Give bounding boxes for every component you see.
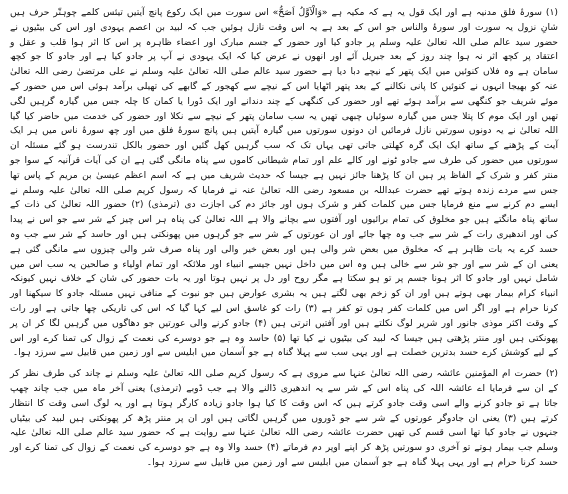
- commentary-paragraph-1: (۱) سورۂ فلق مدنیہ ہے اور ایک قول یہ ہے کہ مکیہ ہے «وَالْاَوَّلُ اَصَحُّ» اس سورت میں ایک رکوع پانچ آیتیں تیئس کلمے چوہتّر حرف ہیں شانِ نزول یہ سورت اور سورۂ والناس جو اس کے بعد ہے یہ اس وقت نازل ہوئیں جب کہ لبید بن اعصم یہودی اور اس کی بیٹیوں نے حضور سید عالم صلی اللہ تعالیٰ علیہ وسلم پر جادو کیا اور حضور کے جسم مبارک اور اعضاء ظاہرہ پر اس کا اثر ہوا قلب و عقل و اعتقاد پر کچھ اثر نہ ہوا چند روز کے بعد جبریل آئے اور انھوں نے عرض کیا کہ ایک یہودی نے آپ پر جادو کیا ہے اور جادو کا جو کچھ سامان ہے وہ فلاں کنوئیں میں ایک پتھر کے نیچے دبا دیا ہے حضور سید عالم صلی اللہ تعالیٰ علیہ وسلم نے علی مرتضیٰ رضی اللہ تعالیٰ عنہ کو بھیجا انہوں نے کنوئیں کا پانی نکالنے کے بعد پتھر اٹھایا اس کے نیچے سے کھجور کے گابھے کی تھیلی برآمد ہوئی اس میں حضور کے موئے شریف جو کنگھی سے برآمد ہوئے تھے اور حضور کی کنگھی کے چند دندانے اور ایک ڈورا یا کمان کا چلہ جس میں گیارہ گرہیں لگی تھیں اور ایک موم کا پتلا جس میں گیارہ سوئیاں چبھی تھیں یہ سب سامان پتھر کے نیچے سے نکلا اور حضور کی خدمت میں حاضر کیا گیا اللہ تعالیٰ نے یہ دونوں سورتیں نازل فرمائیں ان دونوں سورتوں میں گیارہ آیتیں ہیں پانچ سورۂ فلق میں اور چھ سورۂ ناس میں ہر ایک آیت کے پڑھنے کے ساتھ ایک ایک گرہ کھلتی جاتی تھی یہاں تک کہ سب گرہیں کھل گئیں اور حضور بالکل تندرست ہو گئے مسئلہ ان سورتوں میں حضور کی طرف سے جادو ٹونے اور کالے علم اور تمام شیطانی کاموں سے پناہ مانگی گئی ہے ان کی آیات قرآنیہ کے سوا جو منتر کفر و شرک کے الفاظ پر ہیں ان کا پڑھنا جائز نہیں ہے جیسا کہ حدیث شریف میں ہے کہ اسم اعظم عیسیٰ بن مریم کے پاس تھا جس سے مردے زندہ ہوتے تھے حضرت عبداللہ بن مسعود رضی اللہ تعالیٰ عنہ نے فرمایا کہ رسول کریم صلی اللہ تعالیٰ علیہ وسلم نے ایسے دم کرنے سے منع فرمایا جس میں کلمات کفر و شرک ہوں اور جائز دم کی اجازت دی (ترمذی) (۲) حضور اللہ تعالیٰ کی ذات کے ساتھ پناہ مانگتے ہیں جو مخلوق کی تمام برائیوں اور آفتوں سے بچانے والا ہے اللہ تعالیٰ کی پناہ ہر اس چیز کے شر سے جو اس نے پیدا کی اور اندھیری رات کے شر سے جب وہ چھا جائے اور ان عورتوں کے شر سے جو گرہوں میں پھونکتی ہیں اور حاسد کے شر سے جب وہ حسد کرے یہ بات ظاہر ہے کہ مخلوق میں بعض شر والی ہیں اور بعض خیر والی اور پناہ صرف شر والی چیزوں سے مانگی گئی ہے یعنی ان کے شر سے اور جو شر سے خالی ہیں وہ اس میں داخل نہیں جیسے انبیاء اور ملائکہ اور تمام اولیاء و صالحین یہ سب اس میں شامل نہیں اور جادو کا اثر ہونا جسم پر تو ہو سکتا ہے مگر روح اور دل پر نہیں ہوتا اور یہ بات حضور کی شان کے خلاف نہیں کیونکہ انبیاء کرام بیمار بھی ہوتے ہیں اور ان کو زخم بھی لگتے ہیں یہ بشری عوارض ہیں جو نبوت کے منافی نہیں مسئلہ جادو کا سیکھنا اور کرنا حرام ہے اور اگر اس میں کلمات کفر ہوں تو کفر ہے (۳) رات کو غاسق اس لیے کہا گیا کہ اس کی تاریکی چھا جاتی ہے اور رات کے وقت اکثر موذی جانور اور شریر لوگ نکلتے ہیں اور آفتیں اترتی ہیں (۴) جادو کرنے والی عورتیں جو دھاگوں میں گرہیں لگا کر ان پر پھونکتی ہیں اور منتر پڑھتی ہیں جیسا کہ لبید کی بیٹیوں نے کیا تھا (۵) حاسد وہ ہے جو دوسرے کی نعمت کے زوال کی تمنا کرے اور اس کے لیے کوشش کرے حسد بدترین خصلت ہے اور یہی سب سے پہلا گناہ ہے جو آسمان میں ابلیس سے اور زمین میں قابیل سے سرزد ہوا۔: [10, 7, 559, 359]
- commentary-paragraph-2: (۲) حضرت ام المؤمنین عائشہ رضی اللہ تعالیٰ عنہا سے مروی ہے کہ رسول کریم صلی اللہ تعالیٰ علیہ وسلم نے چاند کی طرف نظر کر کے ان سے فرمایا اے عائشہ اللہ کی پناہ اس کے شر سے یہ اندھیری ڈالنے والا ہے جب ڈوبے (ترمذی) یعنی آخر ماہ میں جب چاند چھپ جاتا ہے تو جادو کرنے والے اسی وقت جادو کرتے ہیں کہ اس وقت کا کیا ہوا جادو زیادہ کارگر ہوتا ہے اور یہ لوگ اسی وقت کا انتظار کرتے ہیں (۳) یعنی ان جادوگر عورتوں کے شر سے جو ڈوروں میں گرہیں لگاتی ہیں اور ان پر منتر پڑھ کر پھونکتی ہیں لبید کی بیٹیاں جنہوں نے جادو کیا تھا اسی قسم کی تھیں حضرت عائشہ رضی اللہ تعالیٰ عنہا سے روایت ہے کہ حضور سید عالم صلی اللہ تعالیٰ علیہ وسلم جب بیمار ہوتے تو آخری دو سورتیں پڑھ کر اپنے اوپر دم فرماتے (۴) حسد والا وہ ہے جو دوسرے کی نعمت کے زوال کی تمنا کرے اور حسد کرنا حرام ہے اور یہی پہلا گناہ ہے جو آسمان میں ابلیس سے اور زمین میں قابیل سے سرزد ہوا۔: [10, 368, 558, 468]
